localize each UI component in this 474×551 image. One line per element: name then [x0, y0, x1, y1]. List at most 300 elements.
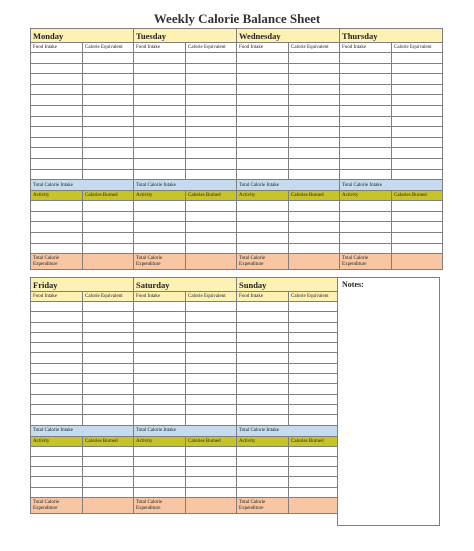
entry-cell[interactable]: [186, 363, 237, 373]
entry-cell[interactable]: [186, 404, 237, 414]
entry-cell[interactable]: [237, 374, 289, 384]
entry-cell[interactable]: [31, 487, 83, 497]
entry-cell[interactable]: [31, 169, 83, 180]
entry-cell[interactable]: [392, 63, 443, 74]
entry-cell[interactable]: [31, 127, 83, 138]
entry-cell[interactable]: [237, 353, 289, 363]
entry-cell[interactable]: [31, 105, 83, 116]
entry-cell[interactable]: [186, 84, 237, 95]
entry-cell[interactable]: [392, 201, 443, 212]
entry-cell[interactable]: [31, 404, 83, 414]
total-expenditure-row: [31, 254, 443, 270]
entry-cell[interactable]: [289, 211, 340, 222]
food-entry-rows: [31, 53, 443, 180]
entry-cell[interactable]: [83, 363, 134, 373]
entry-cell[interactable]: [31, 148, 83, 159]
entry-cell[interactable]: [83, 394, 134, 404]
activity-header: Activity: [237, 436, 289, 446]
entry-cell[interactable]: [289, 363, 338, 373]
entry-cell[interactable]: [83, 127, 134, 138]
entry-cell[interactable]: [186, 322, 237, 332]
entry-cell[interactable]: [31, 63, 83, 74]
entry-cell[interactable]: [289, 84, 340, 95]
entry-cell[interactable]: [237, 74, 289, 85]
entry-cell[interactable]: [186, 158, 237, 169]
entry-cell[interactable]: [134, 211, 186, 222]
entry-cell[interactable]: [289, 446, 338, 456]
entry-cell[interactable]: [31, 158, 83, 169]
entry-cell[interactable]: [134, 137, 186, 148]
entry-cell[interactable]: [392, 53, 443, 64]
entry-cell[interactable]: [134, 384, 186, 394]
entry-cell[interactable]: [134, 243, 186, 254]
entry-cell[interactable]: [83, 487, 134, 497]
entry-cell[interactable]: [289, 158, 340, 169]
entry-cell[interactable]: [237, 322, 289, 332]
entry-cell[interactable]: [83, 312, 134, 322]
entry-cell[interactable]: [340, 84, 392, 95]
entry-cell[interactable]: [289, 456, 338, 466]
entry-cell[interactable]: [289, 322, 338, 332]
entry-cell[interactable]: [186, 302, 237, 312]
entry-cell[interactable]: [134, 127, 186, 138]
entry-cell[interactable]: [134, 353, 186, 363]
entry-cell[interactable]: [186, 105, 237, 116]
entry-cell[interactable]: [134, 169, 186, 180]
entry-cell[interactable]: [289, 169, 340, 180]
entry-cell[interactable]: [340, 74, 392, 85]
entry-cell[interactable]: [186, 169, 237, 180]
entry-cell[interactable]: [392, 127, 443, 138]
total-expenditure-cell: Total Calorie Expenditure: [340, 254, 392, 270]
entry-cell[interactable]: [31, 302, 83, 312]
total-expenditure-value: [186, 498, 237, 514]
entry-cell[interactable]: [340, 201, 392, 212]
entry-cell[interactable]: [31, 137, 83, 148]
entry-cell[interactable]: [134, 477, 186, 487]
entry-row: [31, 158, 443, 169]
sheet-title: Weekly Calorie Balance Sheet: [153, 11, 321, 26]
food-entry-rows: [31, 302, 338, 426]
entry-cell[interactable]: [83, 158, 134, 169]
entry-cell[interactable]: [83, 95, 134, 106]
entry-cell[interactable]: [340, 169, 392, 180]
entry-cell[interactable]: [186, 95, 237, 106]
total-expenditure-value: [186, 254, 237, 270]
entry-cell[interactable]: [31, 456, 83, 466]
entry-cell[interactable]: [134, 148, 186, 159]
food-intake-header: Food Intake: [31, 292, 83, 302]
entry-cell[interactable]: [237, 384, 289, 394]
entry-cell[interactable]: [83, 477, 134, 487]
calories-burned-header: Calories Burned: [289, 436, 338, 446]
entry-cell[interactable]: [392, 95, 443, 106]
entry-cell[interactable]: [237, 394, 289, 404]
entry-cell[interactable]: [83, 105, 134, 116]
entry-cell[interactable]: [289, 302, 338, 312]
entry-cell[interactable]: [186, 384, 237, 394]
entry-cell[interactable]: [134, 116, 186, 127]
entry-cell[interactable]: [340, 95, 392, 106]
entry-cell[interactable]: [83, 137, 134, 148]
entry-cell[interactable]: [289, 332, 338, 342]
entry-cell[interactable]: [392, 74, 443, 85]
entry-cell[interactable]: [134, 95, 186, 106]
calorie-equivalent-header: Calorie Equivalent: [289, 43, 340, 53]
total-intake-cell: Total Calorie Intake: [237, 425, 338, 436]
activity-header: Activity: [134, 191, 186, 201]
entry-cell[interactable]: [134, 456, 186, 466]
entry-cell[interactable]: [237, 169, 289, 180]
entry-row: [31, 95, 443, 106]
entry-cell[interactable]: [186, 222, 237, 233]
entry-cell[interactable]: [134, 363, 186, 373]
calorie-equivalent-header: Calorie Equivalent: [186, 292, 237, 302]
entry-cell[interactable]: [31, 446, 83, 456]
entry-cell[interactable]: [186, 487, 237, 497]
entry-row: [31, 353, 338, 363]
entry-cell[interactable]: [392, 84, 443, 95]
entry-cell[interactable]: [289, 312, 338, 322]
entry-cell[interactable]: [237, 487, 289, 497]
entry-cell[interactable]: [31, 322, 83, 332]
entry-cell[interactable]: [237, 232, 289, 243]
entry-cell[interactable]: [340, 148, 392, 159]
entry-cell[interactable]: [31, 332, 83, 342]
entry-cell[interactable]: [186, 127, 237, 138]
entry-cell[interactable]: [186, 148, 237, 159]
activity-header-row: [31, 191, 443, 201]
entry-cell[interactable]: [186, 394, 237, 404]
entry-cell[interactable]: [31, 222, 83, 233]
entry-cell[interactable]: [31, 353, 83, 363]
entry-cell[interactable]: [186, 74, 237, 85]
entry-cell[interactable]: [134, 74, 186, 85]
entry-cell[interactable]: [186, 353, 237, 363]
total-expenditure-cell: Total Calorie Expenditure: [31, 498, 83, 514]
entry-row: [31, 467, 338, 477]
entry-cell[interactable]: [83, 467, 134, 477]
entry-cell[interactable]: [83, 302, 134, 312]
entry-row: [31, 201, 443, 212]
entry-row: [31, 53, 443, 64]
entry-cell[interactable]: [237, 343, 289, 353]
total-expenditure-value: [289, 498, 338, 514]
entry-cell[interactable]: [134, 105, 186, 116]
entry-cell[interactable]: [392, 169, 443, 180]
entry-cell[interactable]: [31, 467, 83, 477]
entry-cell[interactable]: [134, 446, 186, 456]
entry-cell[interactable]: [289, 116, 340, 127]
entry-cell[interactable]: [289, 222, 340, 233]
entry-cell[interactable]: [31, 384, 83, 394]
entry-cell[interactable]: [83, 415, 134, 425]
entry-cell[interactable]: [186, 63, 237, 74]
entry-cell[interactable]: [83, 374, 134, 384]
entry-cell[interactable]: [134, 201, 186, 212]
entry-cell[interactable]: [186, 415, 237, 425]
entry-cell[interactable]: [83, 456, 134, 466]
entry-cell[interactable]: [289, 243, 340, 254]
entry-cell[interactable]: [186, 446, 237, 456]
total-intake-row: [31, 425, 338, 436]
entry-cell[interactable]: [237, 127, 289, 138]
entry-cell[interactable]: [237, 63, 289, 74]
entry-cell[interactable]: [83, 353, 134, 363]
entry-cell[interactable]: [186, 137, 237, 148]
entry-cell[interactable]: [83, 243, 134, 254]
day-header-saturday: Saturday: [134, 278, 237, 292]
entry-cell[interactable]: [289, 127, 340, 138]
entry-cell[interactable]: [31, 415, 83, 425]
entry-cell[interactable]: [134, 63, 186, 74]
entry-cell[interactable]: [83, 343, 134, 353]
entry-cell[interactable]: [83, 53, 134, 64]
entry-cell[interactable]: [340, 105, 392, 116]
entry-cell[interactable]: [186, 232, 237, 243]
entry-cell[interactable]: [31, 363, 83, 373]
entry-cell[interactable]: [83, 148, 134, 159]
entry-cell[interactable]: [83, 232, 134, 243]
entry-cell[interactable]: [83, 404, 134, 414]
entry-cell[interactable]: [392, 116, 443, 127]
entry-cell[interactable]: [289, 53, 340, 64]
entry-cell[interactable]: [289, 74, 340, 85]
entry-cell[interactable]: [289, 95, 340, 106]
entry-cell[interactable]: [289, 374, 338, 384]
entry-cell[interactable]: [237, 415, 289, 425]
entry-cell[interactable]: [134, 322, 186, 332]
entry-cell[interactable]: [134, 84, 186, 95]
entry-cell[interactable]: [237, 243, 289, 254]
entry-cell[interactable]: [83, 84, 134, 95]
entry-cell[interactable]: [186, 211, 237, 222]
entry-cell[interactable]: [134, 487, 186, 497]
entry-cell[interactable]: [392, 158, 443, 169]
entry-cell[interactable]: [134, 467, 186, 477]
entry-cell[interactable]: [289, 415, 338, 425]
entry-cell[interactable]: [237, 137, 289, 148]
total-expenditure-cell: Total Calorie Expenditure: [134, 254, 186, 270]
entry-cell[interactable]: [237, 211, 289, 222]
total-expenditure-value: [83, 498, 134, 514]
entry-cell[interactable]: [186, 343, 237, 353]
entry-cell[interactable]: [31, 84, 83, 95]
activity-header: Activity: [134, 436, 186, 446]
entry-cell[interactable]: [186, 53, 237, 64]
entry-cell[interactable]: [83, 222, 134, 233]
total-expenditure-cell: Total Calorie Expenditure: [31, 254, 83, 270]
entry-cell[interactable]: [289, 148, 340, 159]
entry-cell[interactable]: [289, 384, 338, 394]
entry-cell[interactable]: [392, 243, 443, 254]
entry-row: [31, 211, 443, 222]
calories-burned-header: Calories Burned: [289, 191, 340, 201]
total-intake-cell: Total Calorie Intake: [340, 180, 443, 191]
entry-cell[interactable]: [340, 63, 392, 74]
entry-cell[interactable]: [83, 74, 134, 85]
entry-cell[interactable]: [237, 95, 289, 106]
entry-cell[interactable]: [340, 137, 392, 148]
entry-cell[interactable]: [340, 232, 392, 243]
entry-cell[interactable]: [83, 169, 134, 180]
entry-cell[interactable]: [83, 332, 134, 342]
notes-box[interactable]: [337, 277, 440, 526]
entry-cell[interactable]: [237, 302, 289, 312]
entry-cell[interactable]: [289, 137, 340, 148]
entry-cell[interactable]: [237, 456, 289, 466]
entry-cell[interactable]: [392, 148, 443, 159]
entry-cell[interactable]: [31, 343, 83, 353]
entry-row: [31, 116, 443, 127]
entry-cell[interactable]: [31, 394, 83, 404]
entry-cell[interactable]: [134, 158, 186, 169]
entry-cell[interactable]: [237, 363, 289, 373]
total-expenditure-value: [392, 254, 443, 270]
entry-cell[interactable]: [83, 384, 134, 394]
entry-cell[interactable]: [237, 116, 289, 127]
entry-cell[interactable]: [340, 211, 392, 222]
entry-cell[interactable]: [134, 374, 186, 384]
entry-cell[interactable]: [289, 343, 338, 353]
entry-cell[interactable]: [31, 201, 83, 212]
entry-cell[interactable]: [289, 487, 338, 497]
entry-cell[interactable]: [83, 446, 134, 456]
entry-row: [31, 456, 338, 466]
entry-cell[interactable]: [83, 116, 134, 127]
entry-cell[interactable]: [237, 404, 289, 414]
calorie-equivalent-header: Calorie Equivalent: [289, 292, 338, 302]
entry-cell[interactable]: [31, 312, 83, 322]
entry-cell[interactable]: [134, 332, 186, 342]
calories-burned-header: Calories Burned: [83, 191, 134, 201]
entry-cell[interactable]: [289, 201, 340, 212]
entry-cell[interactable]: [134, 394, 186, 404]
entry-cell[interactable]: [289, 394, 338, 404]
entry-cell[interactable]: [186, 374, 237, 384]
entry-cell[interactable]: [134, 415, 186, 425]
entry-row: [31, 63, 443, 74]
column-header-row: [31, 43, 443, 53]
entry-cell[interactable]: [31, 53, 83, 64]
top-week-grid: [30, 28, 443, 270]
activity-header: Activity: [340, 191, 392, 201]
entry-cell[interactable]: [237, 158, 289, 169]
entry-row: [31, 363, 338, 373]
entry-cell[interactable]: [392, 137, 443, 148]
entry-cell[interactable]: [134, 302, 186, 312]
entry-row: [31, 446, 338, 456]
entry-cell[interactable]: [237, 201, 289, 212]
entry-cell[interactable]: [134, 312, 186, 322]
food-intake-header: Food Intake: [237, 43, 289, 53]
entry-cell[interactable]: [134, 404, 186, 414]
entry-cell[interactable]: [31, 232, 83, 243]
entry-cell[interactable]: [289, 477, 338, 487]
entry-cell[interactable]: [237, 148, 289, 159]
bottom-week-grid: [30, 277, 338, 514]
entry-cell[interactable]: [83, 201, 134, 212]
entry-cell[interactable]: [134, 232, 186, 243]
entry-cell[interactable]: [237, 446, 289, 456]
total-intake-cell: Total Calorie Intake: [237, 180, 340, 191]
entry-cell[interactable]: [31, 95, 83, 106]
entry-cell[interactable]: [83, 63, 134, 74]
day-header-friday: Friday: [31, 278, 134, 292]
entry-row: [31, 302, 338, 312]
entry-cell[interactable]: [237, 332, 289, 342]
entry-cell[interactable]: [31, 374, 83, 384]
entry-cell[interactable]: [237, 467, 289, 477]
calorie-equivalent-header: Calorie Equivalent: [392, 43, 443, 53]
calories-burned-header: Calories Burned: [186, 436, 237, 446]
entry-cell[interactable]: [31, 477, 83, 487]
calorie-equivalent-header: Calorie Equivalent: [83, 43, 134, 53]
entry-cell[interactable]: [289, 353, 338, 363]
entry-cell[interactable]: [186, 456, 237, 466]
entry-cell[interactable]: [237, 222, 289, 233]
entry-cell[interactable]: [83, 211, 134, 222]
entry-cell[interactable]: [83, 322, 134, 332]
entry-row: [31, 374, 338, 384]
entry-cell[interactable]: [186, 116, 237, 127]
entry-cell[interactable]: [186, 243, 237, 254]
entry-cell[interactable]: [392, 105, 443, 116]
entry-cell[interactable]: [237, 84, 289, 95]
entry-cell[interactable]: [186, 332, 237, 342]
entry-cell[interactable]: [340, 222, 392, 233]
entry-cell[interactable]: [340, 116, 392, 127]
entry-cell[interactable]: [237, 312, 289, 322]
food-intake-header: Food Intake: [134, 43, 186, 53]
entry-cell[interactable]: [31, 211, 83, 222]
calories-burned-header: Calories Burned: [186, 191, 237, 201]
total-expenditure-cell: Total Calorie Expenditure: [134, 498, 186, 514]
entry-cell[interactable]: [186, 477, 237, 487]
entry-cell[interactable]: [289, 105, 340, 116]
entry-cell[interactable]: [237, 105, 289, 116]
entry-cell[interactable]: [31, 243, 83, 254]
activity-header-row: [31, 436, 338, 446]
entry-cell[interactable]: [392, 232, 443, 243]
entry-cell[interactable]: [31, 74, 83, 85]
entry-cell[interactable]: [340, 53, 392, 64]
entry-cell[interactable]: [392, 222, 443, 233]
total-expenditure-cell: Total Calorie Expenditure: [237, 254, 289, 270]
entry-cell[interactable]: [237, 477, 289, 487]
entry-cell[interactable]: [340, 127, 392, 138]
entry-cell[interactable]: [289, 63, 340, 74]
entry-cell[interactable]: [237, 53, 289, 64]
entry-cell[interactable]: [31, 116, 83, 127]
calories-burned-header: Calories Burned: [83, 436, 134, 446]
entry-cell[interactable]: [289, 467, 338, 477]
day-header-thursday: Thursday: [340, 29, 443, 43]
entry-cell[interactable]: [134, 53, 186, 64]
entry-cell[interactable]: [186, 467, 237, 477]
day-header-wednesday: Wednesday: [237, 29, 340, 43]
entry-cell[interactable]: [134, 222, 186, 233]
entry-cell[interactable]: [289, 404, 338, 414]
entry-cell[interactable]: [340, 158, 392, 169]
entry-cell[interactable]: [289, 232, 340, 243]
entry-cell[interactable]: [134, 343, 186, 353]
entry-cell[interactable]: [392, 211, 443, 222]
entry-cell[interactable]: [186, 201, 237, 212]
entry-cell[interactable]: [340, 243, 392, 254]
entry-cell[interactable]: [186, 312, 237, 322]
activity-header: Activity: [31, 191, 83, 201]
